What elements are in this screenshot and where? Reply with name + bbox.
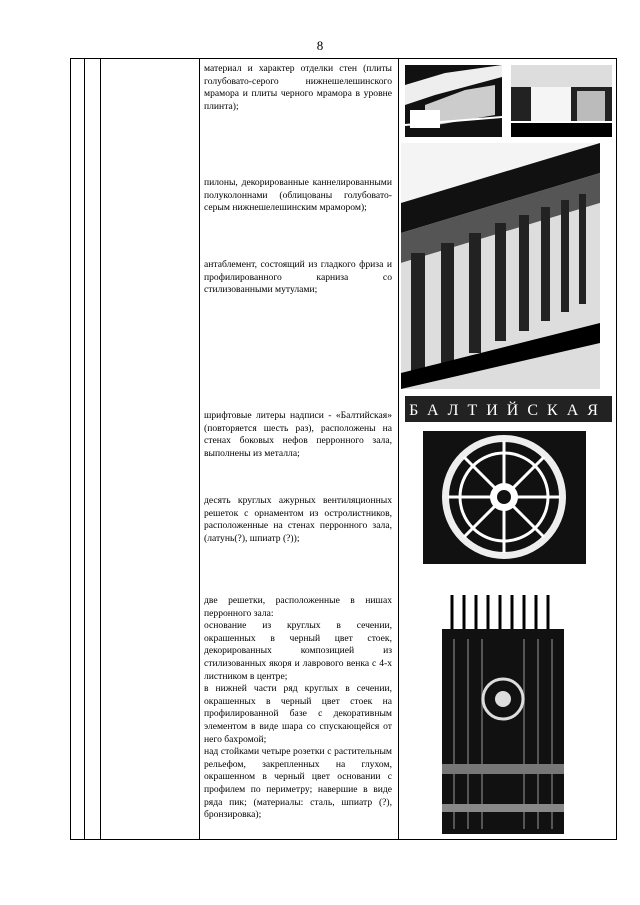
row-text: материал и характер отделки стен (плиты голубовато-серого нижнешелешинского мрамора и плиты черного мрамора в уровне плинта); [204,63,392,112]
column-divider [84,59,85,839]
photo-vent-grille [423,431,586,564]
column-divider [199,59,200,839]
heritage-table [70,58,617,840]
row-vent-grilles [204,495,392,545]
photo-inscription [405,396,612,422]
page-number: 8 [316,38,324,53]
photo-wall-finish-2 [511,65,612,137]
column-divider [100,59,101,839]
row-inscription [204,410,392,460]
column-divider [398,59,399,839]
row-entablature [204,259,392,297]
row-wall-finish [204,63,392,113]
row-text: антаблемент, состоящий из гладкого фриза и профилированного карниза со стилизованными мутулами; [204,259,392,296]
row-text: в нижней части ряд круглых в сечении, окрашенных в черный цвет стоек на профилированной базе с декоративным элементом в виде шара со спускающейся от него бахромой; [204,683,392,745]
row-text: десять круглых ажурных вентиляционных решеток с орнаментом из остролистников, расположенные на стенах перронного зала, (латунь(?), шпиатр (?)); [204,495,392,544]
photo-niche-grille [434,589,572,838]
row-text: основание из круглых в сечении, окрашенных в черный цвет стоек, декорированных композицией из стилизованных якоря и лаврового венка с 4-х листником в центре; [204,620,392,682]
inscription-letters: БАЛТИЙСКАЯ [409,402,607,419]
row-text: над стойками четыре розетки с растительным рельефом, закрепленных на глухом, окрашенном в черный цвет основании с профилем по периметру; навершие в виде ряда пик; (материалы: сталь, шпиатр (?), бронзировка); [204,746,392,821]
row-text: пилоны, декорированные каннелированными полуколоннами (облицованы голубовато-серым нижнешелешинским мрамором); [204,177,392,214]
photo-colonnade [401,143,600,389]
row-niche-grilles [204,595,392,822]
row-pylons [204,177,392,215]
row-text: две решетки, расположенные в нишах перронного зала: [204,595,392,619]
row-text: шрифтовые литеры надписи - «Балтийская» (повторяется шесть раз), расположены на стенах боковых нефов перронного зала, выполнены из металла; [204,410,392,459]
photo-wall-finish-1 [405,65,502,137]
